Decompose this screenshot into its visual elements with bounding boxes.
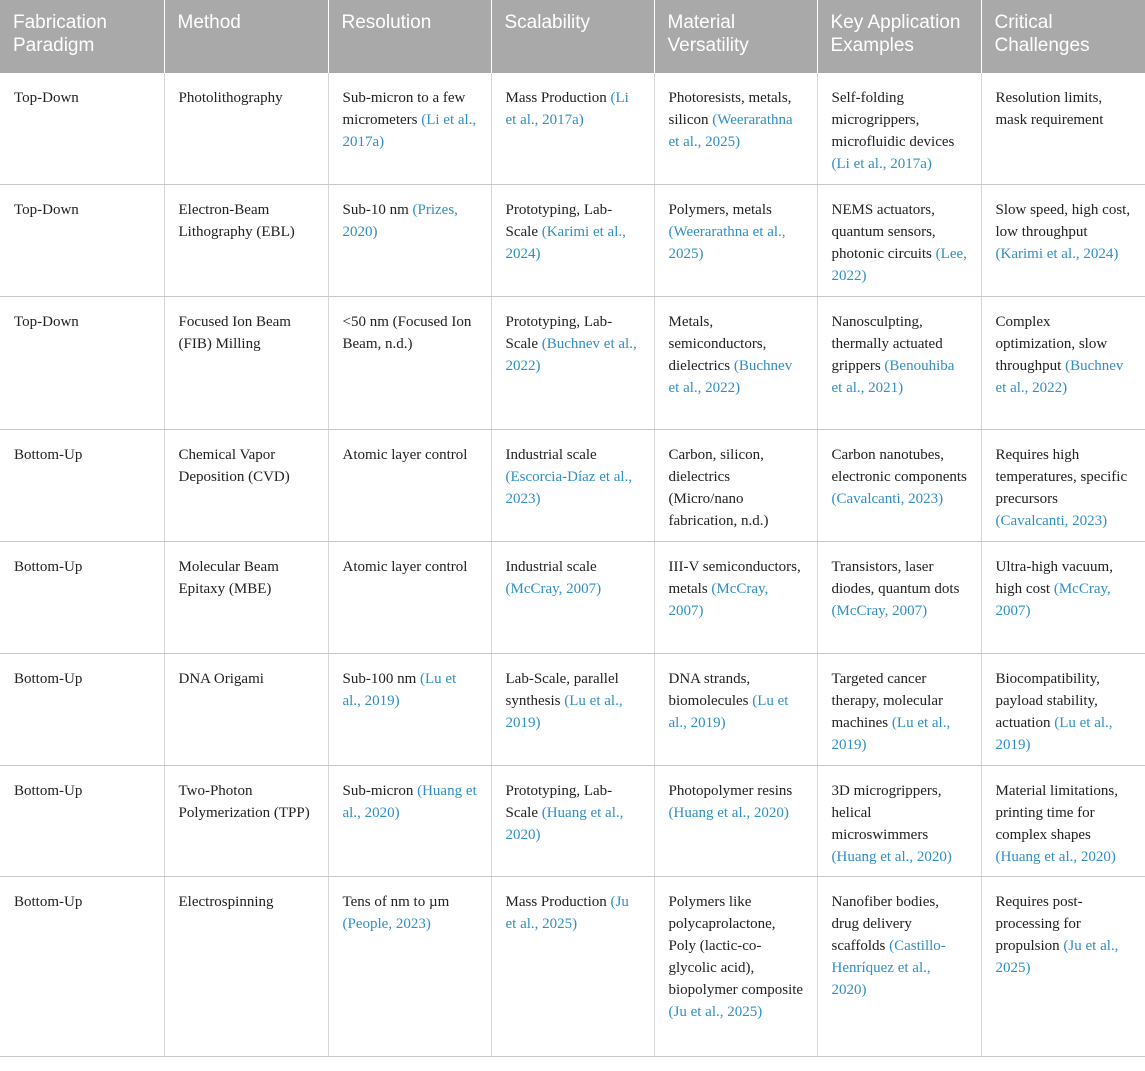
citation-link[interactable]: (Castillo-Henríquez et al., 2020) xyxy=(831,937,946,998)
cell-resolution xyxy=(328,541,491,653)
cell-challenges xyxy=(981,429,1145,541)
cell-scalability xyxy=(491,765,654,876)
cell-text: Ultra-high vacuum, high cost xyxy=(995,558,1113,597)
citation-link[interactable]: (Lu et al., 2019) xyxy=(995,714,1113,753)
cell-challenges xyxy=(981,73,1145,184)
cell-material-versatility xyxy=(654,765,817,876)
cell-text: Bottom-Up xyxy=(14,670,83,687)
citation-link[interactable]: (Huang et al., 2020) xyxy=(995,848,1116,865)
citation-link[interactable]: (Escorcia-Díaz et al., 2023) xyxy=(505,468,633,507)
cell-text: Mass Production xyxy=(505,90,611,106)
cell-method xyxy=(164,429,328,541)
cell-text: Nanosculpting, thermally actuated grippers xyxy=(831,313,943,374)
cell-text: Atomic layer control xyxy=(342,446,468,463)
cell-text: Slow speed, high cost, low throughput xyxy=(995,201,1131,240)
table-row xyxy=(0,184,1145,296)
cell-text: Prototyping, Lab-Scale xyxy=(505,201,613,240)
table-row xyxy=(0,296,1145,429)
citation-link[interactable]: (People, 2023) xyxy=(342,915,431,932)
cell-paradigm xyxy=(0,653,164,765)
cell-text: Photolithography xyxy=(178,90,283,106)
citation-link[interactable]: (Karimi et al., 2024) xyxy=(505,223,626,262)
cell-text: Electron-Beam Lithography (EBL) xyxy=(178,201,295,240)
cell-challenges xyxy=(981,296,1145,429)
citation-link[interactable]: (Buchnev et al., 2022) xyxy=(505,335,637,374)
header-fabrication-paradigm: Fabrication Paradigm xyxy=(0,0,164,73)
cell-text: Carbon, silicon, dielectrics (Micro/nano fabrication, n.d.) xyxy=(668,446,769,529)
citation-link[interactable]: (Lee, 2022) xyxy=(831,245,967,284)
citation-link[interactable]: (Cavalcanti, 2023) xyxy=(995,512,1108,529)
cell-scalability xyxy=(491,296,654,429)
cell-text: Bottom-Up xyxy=(14,558,83,575)
cell-text: Chemical Vapor Deposition (CVD) xyxy=(178,446,290,485)
cell-scalability xyxy=(491,73,654,184)
cell-text: DNA Origami xyxy=(178,670,264,687)
cell-method xyxy=(164,876,328,1056)
citation-link[interactable]: (McCray, 2007) xyxy=(505,580,602,597)
cell-applications xyxy=(817,73,981,184)
citation-link[interactable]: (McCray, 2007) xyxy=(995,580,1111,619)
cell-text: Photopolymer resins xyxy=(668,782,793,799)
cell-material-versatility xyxy=(654,429,817,541)
cell-text: Metals, semiconductors, dielectrics xyxy=(668,313,767,374)
cell-method xyxy=(164,653,328,765)
citation-link[interactable]: (Weerarathna et al., 2025) xyxy=(668,223,786,262)
cell-resolution xyxy=(328,876,491,1056)
cell-material-versatility xyxy=(654,184,817,296)
cell-applications xyxy=(817,765,981,876)
cell-text: Complex optimization, slow throughput xyxy=(995,313,1108,374)
table-row xyxy=(0,73,1145,184)
cell-scalability xyxy=(491,876,654,1056)
table-body xyxy=(0,73,1145,1056)
table-row xyxy=(0,541,1145,653)
table-header xyxy=(0,0,1145,73)
cell-text: Molecular Beam Epitaxy (MBE) xyxy=(178,558,279,597)
citation-link[interactable]: (Buchnev et al., 2022) xyxy=(668,357,793,396)
header-material-versatility: Material Versatility xyxy=(654,0,817,73)
citation-link[interactable]: (McCray, 2007) xyxy=(668,580,769,619)
citation-link[interactable]: (Huang et al., 2020) xyxy=(342,782,477,821)
citation-link[interactable]: (Buchnev et al., 2022) xyxy=(995,357,1124,396)
cell-text: Carbon nanotubes, electronic components xyxy=(831,446,967,485)
cell-scalability xyxy=(491,653,654,765)
citation-link[interactable]: (Lu et al., 2019) xyxy=(505,692,623,731)
cell-applications xyxy=(817,296,981,429)
cell-text: Focused Ion Beam (FIB) Milling xyxy=(178,313,291,352)
cell-text: Bottom-Up xyxy=(14,782,83,799)
cell-text: III-V semiconductors, metals xyxy=(668,558,801,597)
cell-text: Sub-micron to a few micrometers xyxy=(342,90,466,128)
citation-link[interactable]: (Cavalcanti, 2023) xyxy=(831,490,944,507)
cell-text: Prototyping, Lab-Scale xyxy=(505,782,613,821)
cell-paradigm xyxy=(0,73,164,184)
cell-text: Atomic layer control xyxy=(342,558,468,575)
header-critical-challenges: Critical Challenges xyxy=(981,0,1145,73)
cell-text: Lab-Scale, parallel synthesis xyxy=(505,670,619,709)
cell-material-versatility xyxy=(654,653,817,765)
citation-link[interactable]: (Li et al., 2017a) xyxy=(831,156,932,172)
cell-method xyxy=(164,184,328,296)
cell-text: Polymers, metals xyxy=(668,201,772,218)
citation-link[interactable]: (Ju et al., 2025) xyxy=(995,937,1119,976)
cell-method xyxy=(164,765,328,876)
table-row xyxy=(0,876,1145,1056)
cell-applications xyxy=(817,184,981,296)
cell-material-versatility xyxy=(654,296,817,429)
cell-resolution xyxy=(328,653,491,765)
cell-text: DNA strands, biomolecules xyxy=(668,670,753,709)
cell-challenges xyxy=(981,765,1145,876)
citation-link[interactable]: (Lu et al., 2019) xyxy=(668,692,789,731)
citation-link[interactable]: (Karimi et al., 2024) xyxy=(995,245,1119,262)
table-row xyxy=(0,429,1145,541)
header-method: Method xyxy=(164,0,328,73)
cell-paradigm xyxy=(0,541,164,653)
cell-scalability xyxy=(491,541,654,653)
cell-text: Top-Down xyxy=(14,313,79,330)
cell-text: Photoresists, metals, silicon xyxy=(668,90,792,128)
cell-paradigm xyxy=(0,429,164,541)
cell-method xyxy=(164,73,328,184)
cell-text: Polymers like polycaprolactone, Poly (lactic-co-glycolic acid), biopolymer composite xyxy=(668,893,804,998)
cell-text: Industrial scale xyxy=(505,446,597,463)
header-key-application-examples: Key Application Examples xyxy=(817,0,981,73)
citation-link[interactable]: (Huang et al., 2020) xyxy=(668,804,789,821)
header-row xyxy=(0,0,1145,73)
cell-text: Material limitations, printing time for complex shapes xyxy=(995,782,1118,843)
citation-link[interactable]: (Ju et al., 2025) xyxy=(505,893,629,932)
cell-scalability xyxy=(491,184,654,296)
cell-applications xyxy=(817,429,981,541)
cell-text: Bottom-Up xyxy=(14,446,83,463)
cell-method xyxy=(164,296,328,429)
citation-link[interactable]: (Huang et al., 2020) xyxy=(505,804,624,843)
cell-text: Electrospinning xyxy=(178,893,274,910)
cell-scalability xyxy=(491,429,654,541)
citation-link[interactable]: (Lu et al., 2019) xyxy=(831,714,951,753)
cell-text: Sub-100 nm xyxy=(342,670,421,687)
cell-paradigm xyxy=(0,184,164,296)
cell-material-versatility xyxy=(654,876,817,1056)
cell-paradigm xyxy=(0,296,164,429)
cell-material-versatility xyxy=(654,541,817,653)
cell-text: Industrial scale xyxy=(505,558,597,575)
cell-text: Mass Production xyxy=(505,893,611,910)
cell-applications xyxy=(817,876,981,1056)
cell-text: <50 nm (Focused Ion Beam, n.d.) xyxy=(342,313,472,352)
cell-resolution xyxy=(328,184,491,296)
cell-applications xyxy=(817,541,981,653)
cell-challenges xyxy=(981,541,1145,653)
cell-text: Nanofiber bodies, drug delivery scaffolds xyxy=(831,893,939,954)
cell-text: Requires high temperatures, specific precursors xyxy=(995,446,1128,507)
cell-resolution xyxy=(328,765,491,876)
cell-text: Top-Down xyxy=(14,201,79,218)
cell-applications xyxy=(817,653,981,765)
header-scalability: Scalability xyxy=(491,0,654,73)
cell-method xyxy=(164,541,328,653)
cell-resolution xyxy=(328,429,491,541)
cell-paradigm xyxy=(0,765,164,876)
cell-challenges xyxy=(981,876,1145,1056)
cell-text: Biocompatibility, payload stability, actuation xyxy=(995,670,1100,731)
cell-text: NEMS actuators, quantum sensors, photonic circuits xyxy=(831,201,936,262)
citation-link[interactable]: (Li et al., 2017a) xyxy=(505,90,629,128)
cell-text: 3D microgrippers, helical microswimmers xyxy=(831,782,942,843)
cell-text: Bottom-Up xyxy=(14,893,83,910)
cell-text: Prototyping, Lab-Scale xyxy=(505,313,613,352)
cell-text: Sub-micron xyxy=(342,782,418,799)
cell-paradigm xyxy=(0,876,164,1056)
citation-link[interactable]: (Ju et al., 2025) xyxy=(668,1003,763,1020)
cell-text: Sub-10 nm xyxy=(342,201,413,218)
cell-resolution xyxy=(328,73,491,184)
citation-link[interactable]: (Prizes, 2020) xyxy=(342,201,458,240)
cell-text: Top-Down xyxy=(14,90,79,106)
citation-link[interactable]: (Benouhiba et al., 2021) xyxy=(831,357,955,396)
cell-text: Transistors, laser diodes, quantum dots xyxy=(831,558,960,597)
table-row xyxy=(0,653,1145,765)
citation-link[interactable]: (Lu et al., 2019) xyxy=(342,670,457,709)
citation-link[interactable]: (Li et al., 2017a) xyxy=(342,112,477,150)
cell-text: Requires post-processing for propulsion xyxy=(995,893,1083,954)
cell-text: Self-folding microgrippers, microfluidic devices xyxy=(831,90,955,150)
table-row xyxy=(0,765,1145,876)
cell-material-versatility xyxy=(654,73,817,184)
cell-challenges xyxy=(981,653,1145,765)
cell-text: Tens of nm to µm xyxy=(342,893,450,910)
cell-text: Two-Photon Polymerization (TPP) xyxy=(178,782,310,821)
cell-text: Targeted cancer therapy, molecular machines xyxy=(831,670,943,731)
citation-link[interactable]: (Weerarathna et al., 2025) xyxy=(668,112,793,150)
citation-link[interactable]: (Huang et al., 2020) xyxy=(831,848,952,865)
cell-challenges xyxy=(981,184,1145,296)
header-resolution: Resolution xyxy=(328,0,491,73)
cell-text: Resolution limits, mask requirement xyxy=(995,90,1104,128)
cell-resolution xyxy=(328,296,491,429)
citation-link[interactable]: (McCray, 2007) xyxy=(831,602,928,619)
